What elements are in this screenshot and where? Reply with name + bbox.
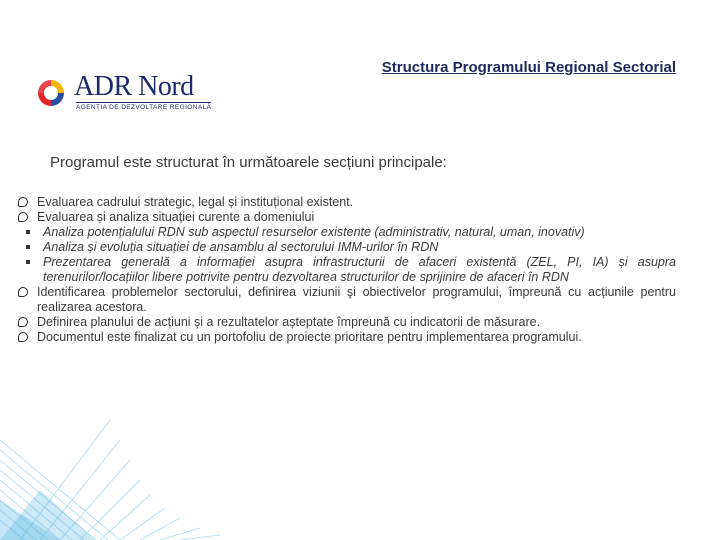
sub-list-item-text: Analiza potențialului RDN sub aspectul resurselor existente (administrativ, natural, uman, inovativ) [43, 225, 585, 239]
logo-name: ADR Nord [74, 71, 194, 102]
list-item-text: Evaluarea și analiza situației curente a domeniului [37, 210, 315, 224]
page-title: Structura Programului Regional Sectorial [381, 59, 676, 76]
list-item-text: Identificarea problemelor sectorului, definirea viziunii şi obiectivelor programului, împreună cu acțiunile pentru realizarea acestora. [37, 285, 676, 314]
list-item [16, 210, 676, 225]
square-bullet-icon [26, 245, 34, 249]
sub-list-item-text: Analiza și evoluția situației de ansamblu al sectorului IMM-urilor în RDN [43, 240, 439, 254]
square-bullet-icon [26, 230, 34, 234]
list-item [16, 195, 676, 210]
list-item-text: Documentul este finalizat cu un portofoliu de proiecte prioritare pentru implementarea programului. [37, 330, 582, 344]
checkbox-bullet-icon [16, 196, 29, 208]
checkbox-bullet-icon [16, 211, 29, 223]
logo-mark-icon [34, 76, 68, 110]
sub-list-item [16, 255, 676, 285]
sub-list-item-text: Prezentarea generală a informației asupra infrastructurii de afaceri existentă (ZEL, PI, IA) și asupra terenurilor/locațiilor libere potrivite pentru dezvoltarea structurilor de sprijinire de afaceri în RDN [43, 255, 676, 284]
checkbox-bullet-icon [16, 331, 29, 343]
section-list [16, 195, 676, 345]
list-item-text: Definirea planului de acțiuni şi a rezultatelor așteptate împreună cu indicatorii de măsurare. [37, 315, 541, 329]
list-item-text: Evaluarea cadrului strategic, legal și instituțional existent. [37, 195, 354, 209]
sub-list-item [16, 225, 676, 240]
adr-nord-logo [34, 71, 212, 114]
intro-text: Programul este structurat în următoarele secțiuni principale: [50, 154, 447, 171]
logo-subtitle: AGENŢIA DE DEZVOLTARE REGIONALĂ [76, 104, 212, 111]
checkbox-bullet-icon [16, 316, 29, 328]
list-item [16, 285, 676, 315]
list-item [16, 315, 676, 330]
sub-list-item [16, 240, 676, 255]
corner-decoration [0, 380, 230, 540]
square-bullet-icon [26, 260, 34, 264]
list-item [16, 330, 676, 345]
checkbox-bullet-icon [16, 286, 29, 298]
